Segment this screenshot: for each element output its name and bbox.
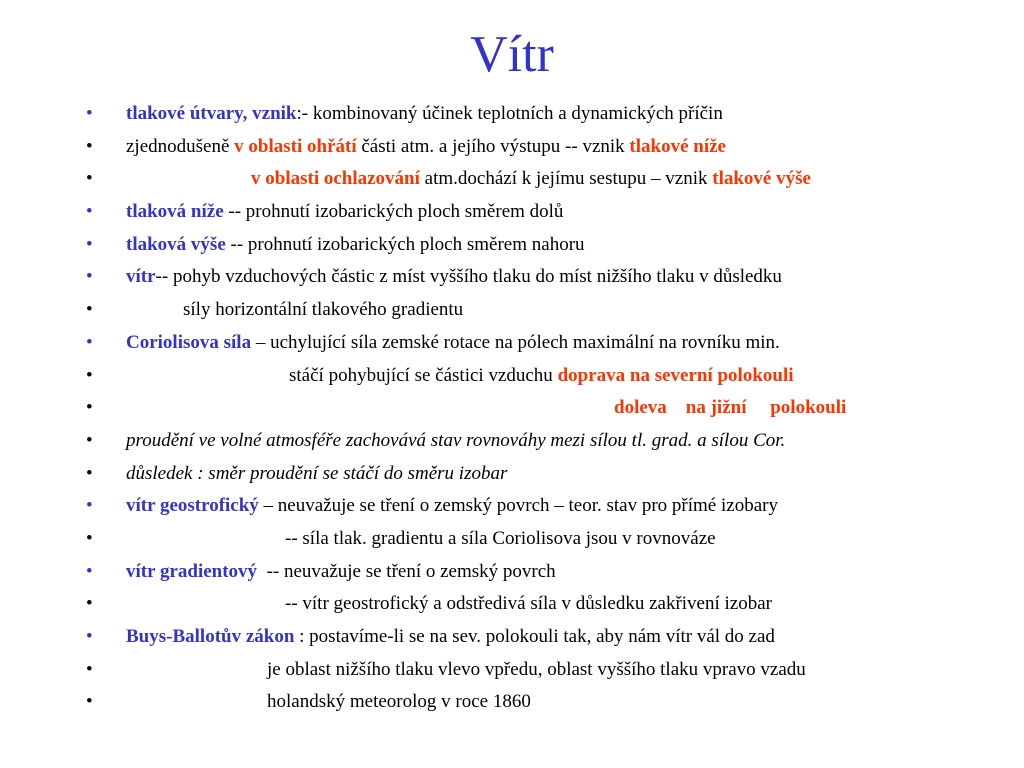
list-item <box>0 131 1024 164</box>
term-text: Buys-Ballotův zákon <box>126 626 295 647</box>
highlight-text: v oblasti ohřátí <box>234 135 357 157</box>
bullet-icon: • <box>86 201 93 223</box>
bullet-icon: • <box>86 495 93 517</box>
term-text: vítr <box>126 266 156 288</box>
highlight-text: doleva na jižní polokouli <box>614 397 847 419</box>
term-text: vítr gradientový <box>126 560 258 582</box>
body-text: síly horizontální tlakového gradientu <box>183 299 464 321</box>
highlight-text: tlakové výše <box>712 168 811 190</box>
body-text: -- vítr geostrofický a odstředivá síla v důsledku zakřivení izobar <box>285 593 772 615</box>
list-item <box>0 425 1024 458</box>
line-text <box>126 556 556 589</box>
body-text: : postavíme-li se na sev. polokouli tak, aby nám vítr vál do zad <box>294 626 775 647</box>
line-text <box>126 490 778 523</box>
line-text <box>183 294 463 327</box>
line-text <box>267 654 806 687</box>
highlight-text: doprava na severní polokouli <box>557 364 794 386</box>
term-text: tlakové útvary, vznik <box>126 103 297 124</box>
bullet-icon: • <box>86 658 93 680</box>
list-item <box>0 654 1024 687</box>
highlight-text: v oblasti ochlazování <box>251 168 420 190</box>
line-text <box>126 229 585 262</box>
bullet-icon: • <box>86 135 93 157</box>
body-text: :- kombinovaný účinek teplotních a dynamických příčin <box>296 103 723 124</box>
bullet-icon: • <box>86 593 93 615</box>
bullet-icon: • <box>86 331 93 353</box>
list-item <box>0 261 1024 294</box>
list-item <box>0 294 1024 327</box>
line-text <box>267 686 531 719</box>
body-text: – neuvažuje se tření o zemský povrch – teor. stav pro přímé izobary <box>258 495 778 517</box>
line-text <box>285 588 772 621</box>
body-text: je oblast nižšího tlaku vlevo vpředu, oblast vyššího tlaku vpravo vzadu <box>267 658 806 680</box>
bullet-icon: • <box>86 266 93 288</box>
term-text: Coriolisova síla <box>126 331 252 353</box>
list-item <box>0 588 1024 621</box>
bullet-icon: • <box>86 397 93 419</box>
line-text <box>614 392 846 425</box>
bullet-icon: • <box>86 527 93 549</box>
line-text <box>126 98 723 131</box>
body-text: části atm. a jejího výstupu -- vznik <box>356 135 630 157</box>
body-text: atm.dochází k jejímu sestupu – vznik <box>419 168 713 190</box>
line-text <box>126 131 726 164</box>
bullet-icon: • <box>86 560 93 582</box>
body-text: -- neuvažuje se tření o zemský povrch <box>257 560 556 582</box>
list-item <box>0 360 1024 393</box>
body-text: -- síla tlak. gradientu a síla Coriolisova jsou v rovnováze <box>285 527 716 549</box>
body-text: holandský meteorolog v roce 1860 <box>267 691 531 713</box>
body-text: – uchylující síla zemské rotace na pólech maximální na rovníku min. <box>251 331 780 353</box>
list-item <box>0 229 1024 262</box>
bullet-icon: • <box>86 299 93 321</box>
italic-text: proudění ve volné atmosféře zachovává stav rovnováhy mezi sílou tl. grad. a sílou Cor. <box>126 429 786 451</box>
list-item <box>0 490 1024 523</box>
list-item <box>0 392 1024 425</box>
body-text: zjednodušeně <box>126 135 235 157</box>
list-item <box>0 686 1024 719</box>
line-text <box>126 196 563 229</box>
term-text: tlaková níže <box>126 201 224 223</box>
line-text <box>126 327 780 360</box>
body-text: -- pohyb vzduchových částic z míst vyššího tlaku do míst nižšího tlaku v důsledku <box>155 266 782 288</box>
line-text <box>126 425 785 458</box>
bullet-icon: • <box>86 626 93 647</box>
list-item <box>0 621 1024 654</box>
list-item <box>0 327 1024 360</box>
list-item <box>0 163 1024 196</box>
italic-text: důsledek : směr proudění se stáčí do směru izobar <box>126 462 508 484</box>
bullet-icon: • <box>86 462 93 484</box>
bullet-icon: • <box>86 103 93 124</box>
term-text: tlaková výše <box>126 233 226 255</box>
line-text <box>126 458 507 491</box>
line-text <box>289 360 794 393</box>
body-text: -- prohnutí izobarických ploch směrem dolů <box>223 201 564 223</box>
line-text <box>285 523 716 556</box>
bullet-icon: • <box>86 168 93 190</box>
highlight-text: tlakové níže <box>629 135 726 157</box>
bullet-list <box>0 98 1024 719</box>
bullet-icon: • <box>86 364 93 386</box>
line-text <box>251 163 811 196</box>
body-text: stáčí pohybující se částici vzduchu <box>289 364 558 386</box>
line-text <box>126 621 775 654</box>
list-item <box>0 196 1024 229</box>
list-item <box>0 458 1024 491</box>
body-text: -- prohnutí izobarických ploch směrem nahoru <box>225 233 585 255</box>
bullet-icon: • <box>86 691 93 713</box>
term-text: vítr geostrofický <box>126 495 259 517</box>
bullet-icon: • <box>86 233 93 255</box>
list-item <box>0 523 1024 556</box>
line-text <box>126 261 782 294</box>
list-item <box>0 98 1024 131</box>
list-item <box>0 556 1024 589</box>
bullet-icon: • <box>86 429 93 451</box>
slide-title: Vítr <box>470 26 554 83</box>
